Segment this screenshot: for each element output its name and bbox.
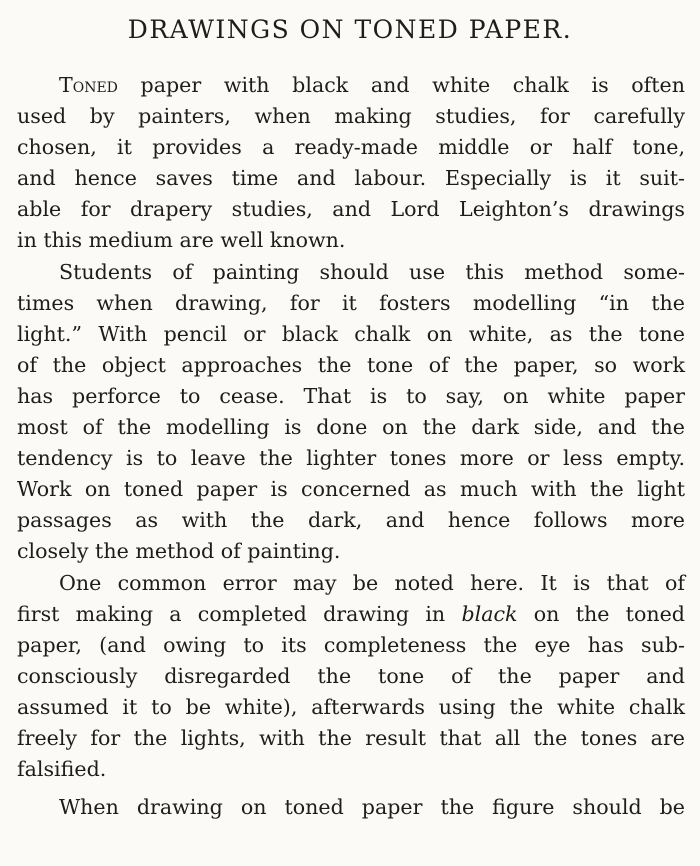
paragraph-line: first making a completed drawing in black on the toned <box>17 601 685 626</box>
paragraph-line: of the object approaches the tone of the paper, so work <box>17 352 685 377</box>
paragraph-line: most of the modelling is done on the dark side, and the <box>17 415 685 440</box>
paragraph-line: passages as with the dark, and hence follows more <box>17 508 685 533</box>
paragraph-3 <box>17 568 685 786</box>
emphasis-word: black <box>461 601 518 626</box>
paragraph-line: closely the method of painting. <box>17 539 341 564</box>
paragraph-line: One common error may be noted here. It is that of <box>59 570 685 595</box>
paragraph-1 <box>17 70 685 257</box>
paragraph-line: consciously disregarded the tone of the paper and <box>17 663 685 688</box>
paragraph-line: freely for the lights, with the result that all the tones are <box>17 725 685 750</box>
paragraph-line: has perforce to cease. That is to say, on white paper <box>17 383 685 408</box>
lead-word: Toned <box>59 73 118 97</box>
paragraph-line: used by painters, when making studies, for carefully <box>17 104 685 129</box>
paragraph-line: Students of painting should use this method some- <box>59 259 685 284</box>
paragraph-line: When drawing on toned paper the figure should be <box>59 795 685 820</box>
paragraph-line: tendency is to leave the lighter tones more or less empty. <box>17 446 685 471</box>
body-text <box>17 70 685 823</box>
paragraph-line: able for drapery studies, and Lord Leighton’s drawings <box>17 197 685 222</box>
paragraph-4 <box>17 792 685 823</box>
paragraph-line: Toned paper with black and white chalk is often <box>59 73 685 97</box>
paragraph-line: falsified. <box>17 757 107 782</box>
paragraph-line: assumed it to be white), afterwards using the white chalk <box>17 694 685 719</box>
paragraph-line: paper, (and owing to its completeness the eye has sub- <box>17 632 685 657</box>
page-title: DRAWINGS ON TONED PAPER. <box>127 15 573 44</box>
paragraph-line: Work on toned paper is concerned as much with the light <box>17 477 685 502</box>
paragraph-2 <box>17 257 685 568</box>
paragraph-line: in this medium are well known. <box>17 228 346 253</box>
paragraph-line: times when drawing, for it fosters modelling “in the <box>17 290 685 315</box>
paragraph-line: light.” With pencil or black chalk on white, as the tone <box>17 321 685 346</box>
paragraph-line: chosen, it provides a ready-made middle or half tone, <box>17 135 685 160</box>
paragraph-line: and hence saves time and labour. Especially is it suit- <box>17 166 685 191</box>
